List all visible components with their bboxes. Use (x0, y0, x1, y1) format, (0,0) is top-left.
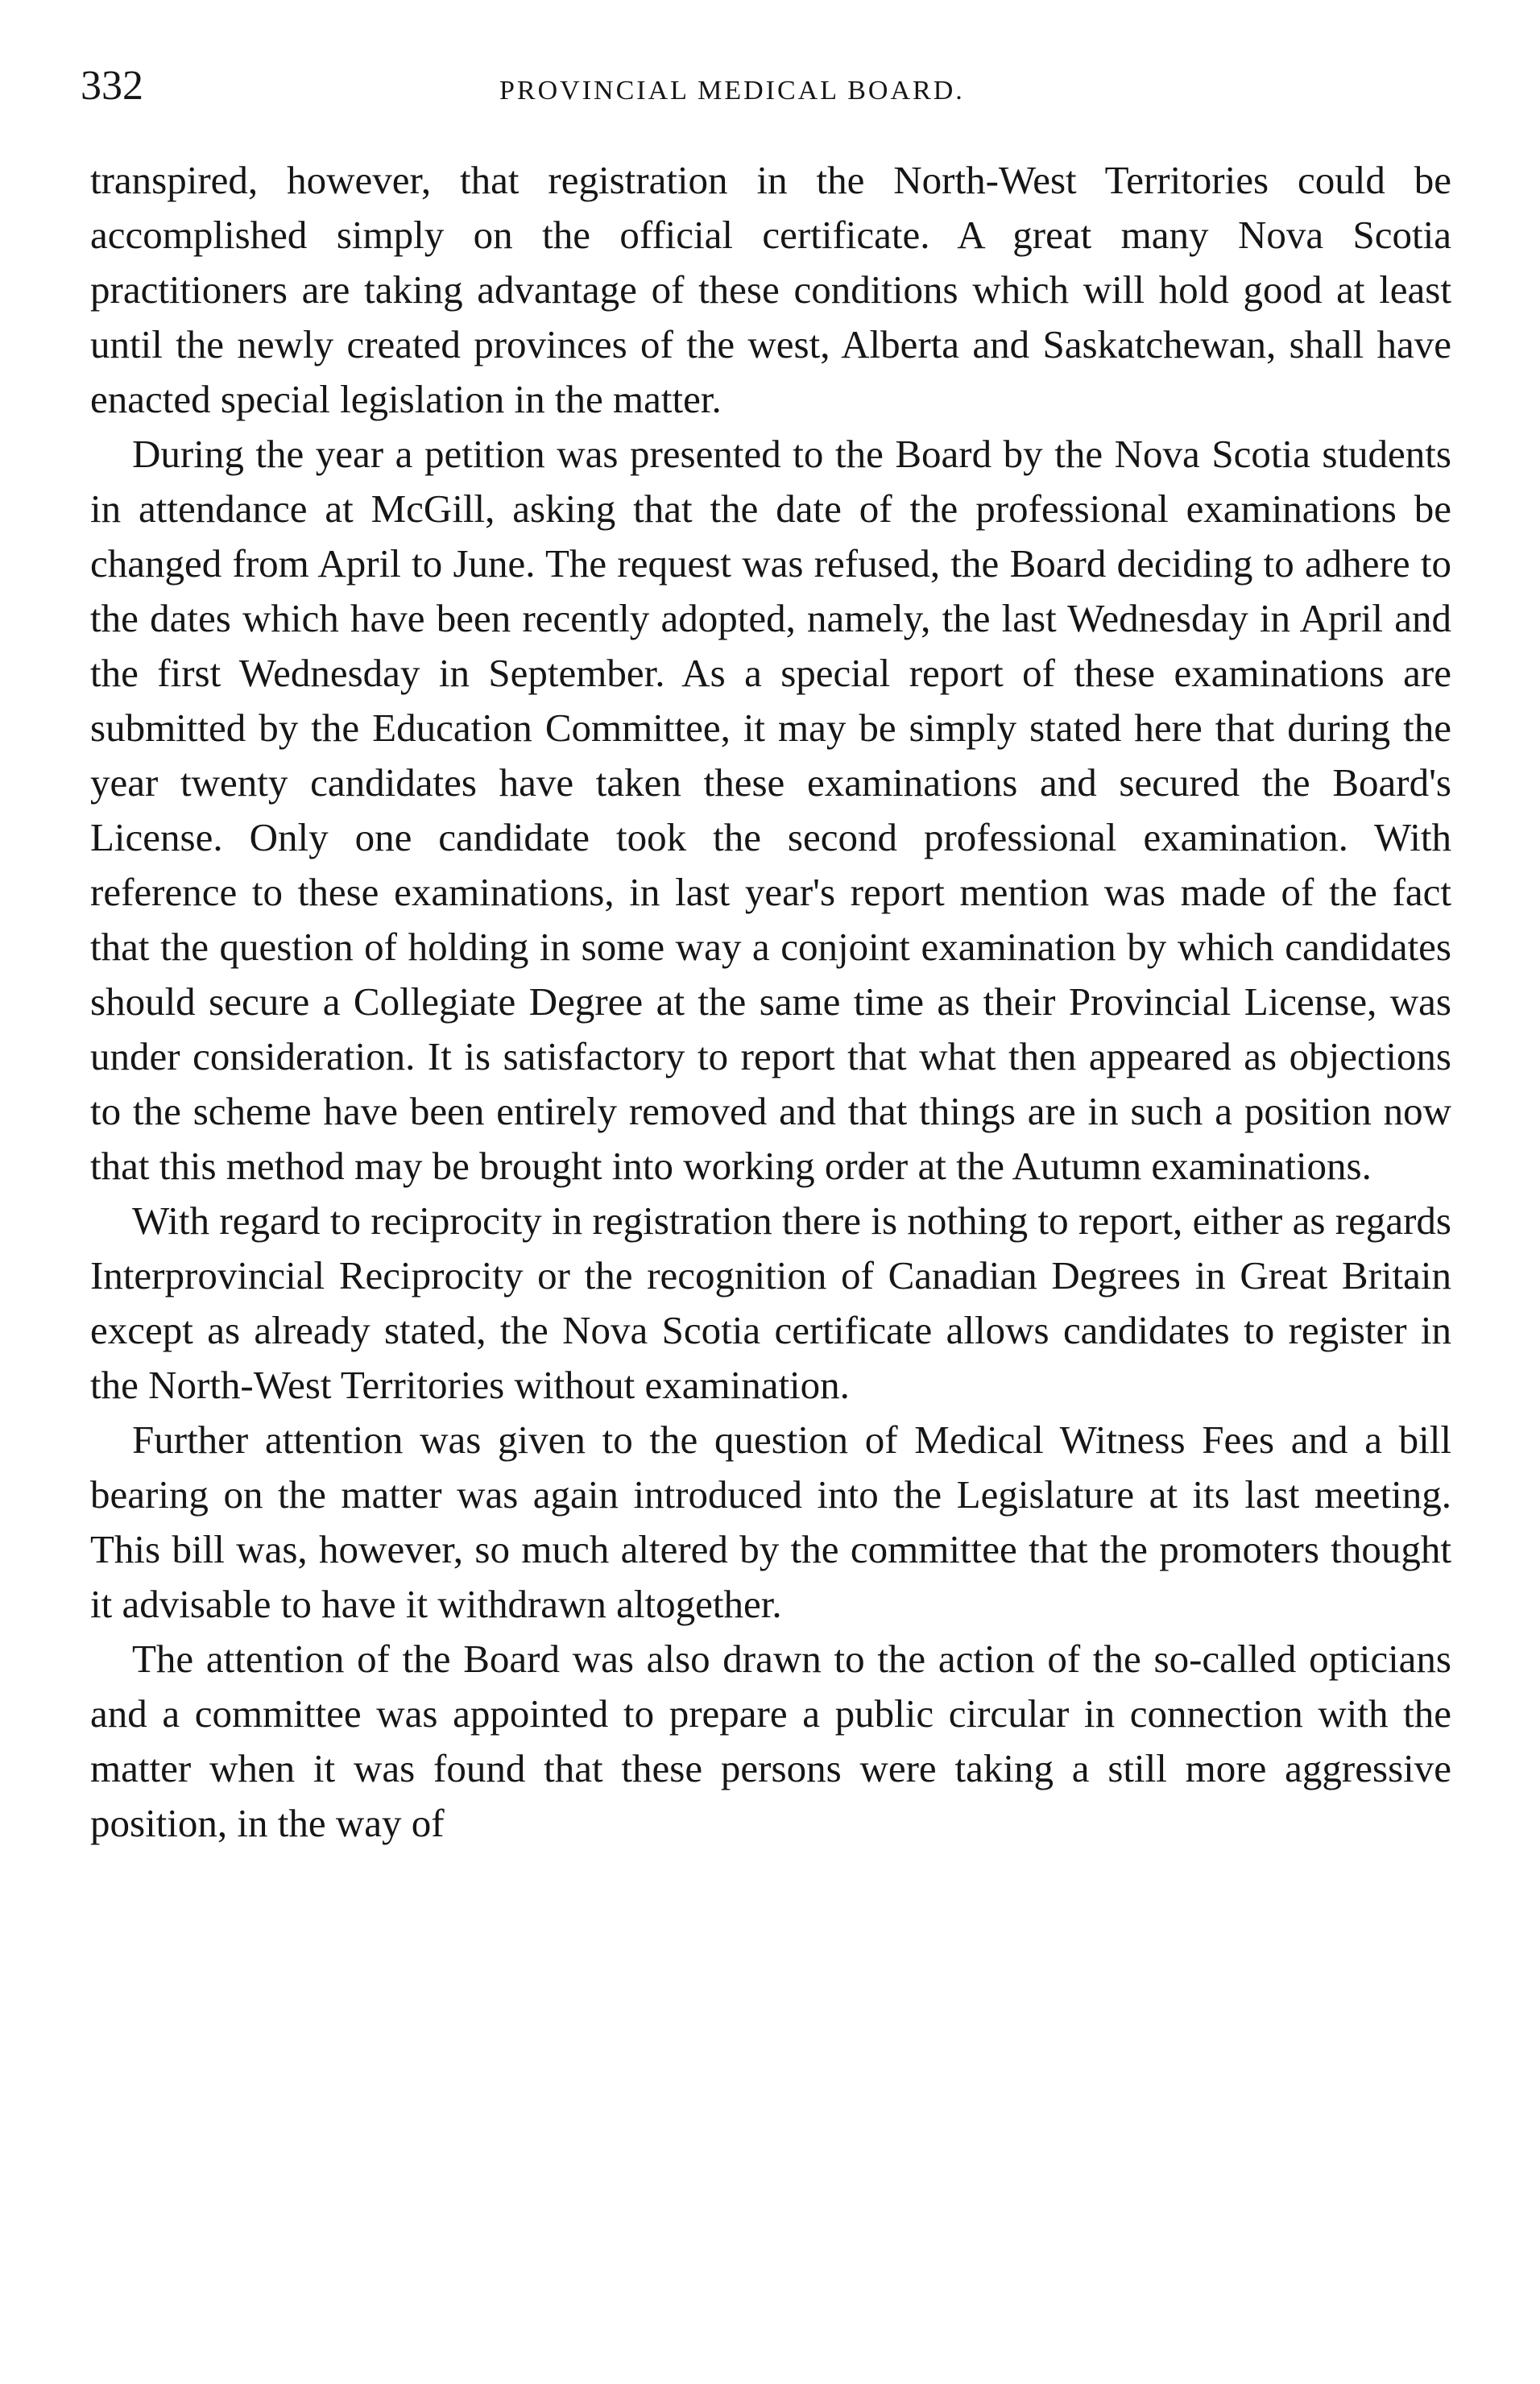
paragraph-witness-fees: Further attention was given to the question of Medical Witness Fees and a bill bearing on the matter was again introduced into the Legislature at its last meeting. This bill was, however, so much altered by the committee that the promoters thought it advisable to have it withdrawn altogether. (90, 1418, 1451, 1626)
body-text (90, 153, 1451, 1851)
paragraph-continued: transpired, however, that registration in the North-West Territories could be accomplished simply on the official certificate. A great many Nova Scotia practitioners are taking advantage of these conditions which will hold good at least until the newly created provinces of the west, Alberta and Saskatchewan, shall have enacted special legislation in the matter. (90, 158, 1451, 421)
paragraph-opticians: The attention of the Board was also drawn to the action of the so-called opticians and a committee was appointed to prepare a public circular in connection with the matter when it was found that these persons were taking a still more aggressive position, in the way of (90, 1637, 1451, 1845)
paragraph-petition: During the year a petition was presented to the Board by the Nova Scotia students in attendance at McGill, asking that the date of the professional examinations be changed from April to June. The request was refused, the Board deciding to adhere to the dates which have been recently adopted, namely, the last Wednesday in April and the first Wednesday in September. As a special report of these examinations are submitted by the Education Committee, it may be simply stated here that during the year twenty candidates have taken these examinations and secured the Board's License. Only one candidate took the second professional examination. With reference to these examinations, in last year's report mention was made of the fact that the question of holding in some way a conjoint examination by which candidates should secure a Collegiate Degree at the same time as their Provincial License, was under consideration. It is satisfactory to report that what then appeared as objections to the scheme have been entirely removed and that things are in such a position now that this method may be brought into working order at the Autumn examinations. (90, 432, 1451, 1188)
page-header (81, 58, 1450, 114)
page-number: 332 (81, 63, 143, 109)
running-title: PROVINCIAL MEDICAL BOARD. (499, 76, 965, 106)
paragraph-reciprocity: With regard to reciprocity in registration there is nothing to report, either as regards Interprovincial Reciprocity or the recognition of Canadian Degrees in Great Britain except as already stated, the Nova Scotia certificate allows candidates to register in the North-West Territories without examination. (90, 1198, 1451, 1407)
